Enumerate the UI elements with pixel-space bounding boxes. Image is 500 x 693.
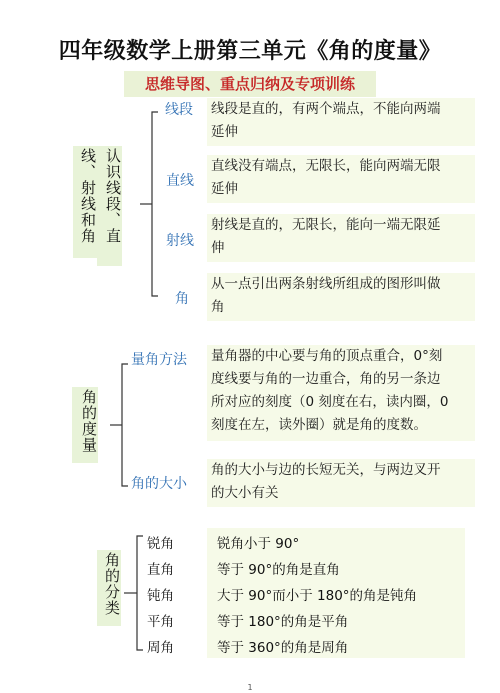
section-angle-types-label: 角的分类 — [103, 552, 121, 616]
section-angle-types — [97, 550, 121, 626]
section-know-lines — [97, 146, 122, 266]
type-straight-desc: 等于 180°的角是平角 — [213, 612, 352, 632]
section-lines-rays-angles — [73, 146, 97, 258]
type-acute-desc: 锐角小于 90° — [213, 534, 303, 554]
page-subtitle: 思维导图、重点归纳及专项训练 — [124, 71, 376, 97]
desc-angle-size: 角的大小与边的长短无关，与两边叉开 的大小有关 — [207, 459, 475, 507]
label-angle: 角 — [175, 291, 189, 307]
type-right-label: 直角 — [147, 562, 174, 578]
label-ray: 射线 — [166, 233, 194, 249]
type-full-desc: 等于 360°的角是周角 — [213, 638, 352, 658]
type-straight-label: 平角 — [147, 614, 174, 630]
label-straight-line: 直线 — [166, 173, 194, 189]
type-acute-label: 锐角 — [147, 536, 174, 552]
type-obtuse-label: 钝角 — [147, 588, 174, 604]
page-number: 1 — [247, 683, 253, 692]
desc-ray: 射线是直的，无限长，能向一端无限延 伸 — [207, 214, 475, 262]
type-obtuse-desc: 大于 90°而小于 180°的角是钝角 — [213, 586, 421, 606]
label-angle-size: 角的大小 — [131, 476, 187, 492]
type-full-label: 周角 — [147, 640, 174, 656]
label-line-segment: 线段 — [165, 102, 193, 118]
section-know-lines-label: 认识线段、直 — [104, 148, 122, 244]
type-right-desc: 等于 90°的角是直角 — [213, 560, 344, 580]
desc-straight-line: 直线没有端点，无限长，能向两端无限 延伸 — [207, 155, 475, 203]
section-angle-measure — [72, 387, 98, 463]
section-lines-rays-angles-label: 线、射线和角 — [79, 148, 97, 244]
label-measure-method: 量角方法 — [131, 352, 187, 368]
page-title: 四年级数学上册第三单元《角的度量》 — [58, 39, 442, 64]
desc-measure-method: 量角器的中心要与角的顶点重合，0°刻 度线要与角的一边重合，角的另一条边 所对应的刻度（0 刻度在右，读内圈，0 刻度在左，读外圈）就是角的度数。 — [207, 345, 475, 441]
desc-angle: 从一点引出两条射线所组成的图形叫做 角 — [207, 273, 475, 321]
section-angle-measure-label: 角的度量 — [80, 389, 98, 453]
desc-line-segment: 线段是直的，有两个端点，不能向两端 延伸 — [207, 98, 475, 146]
